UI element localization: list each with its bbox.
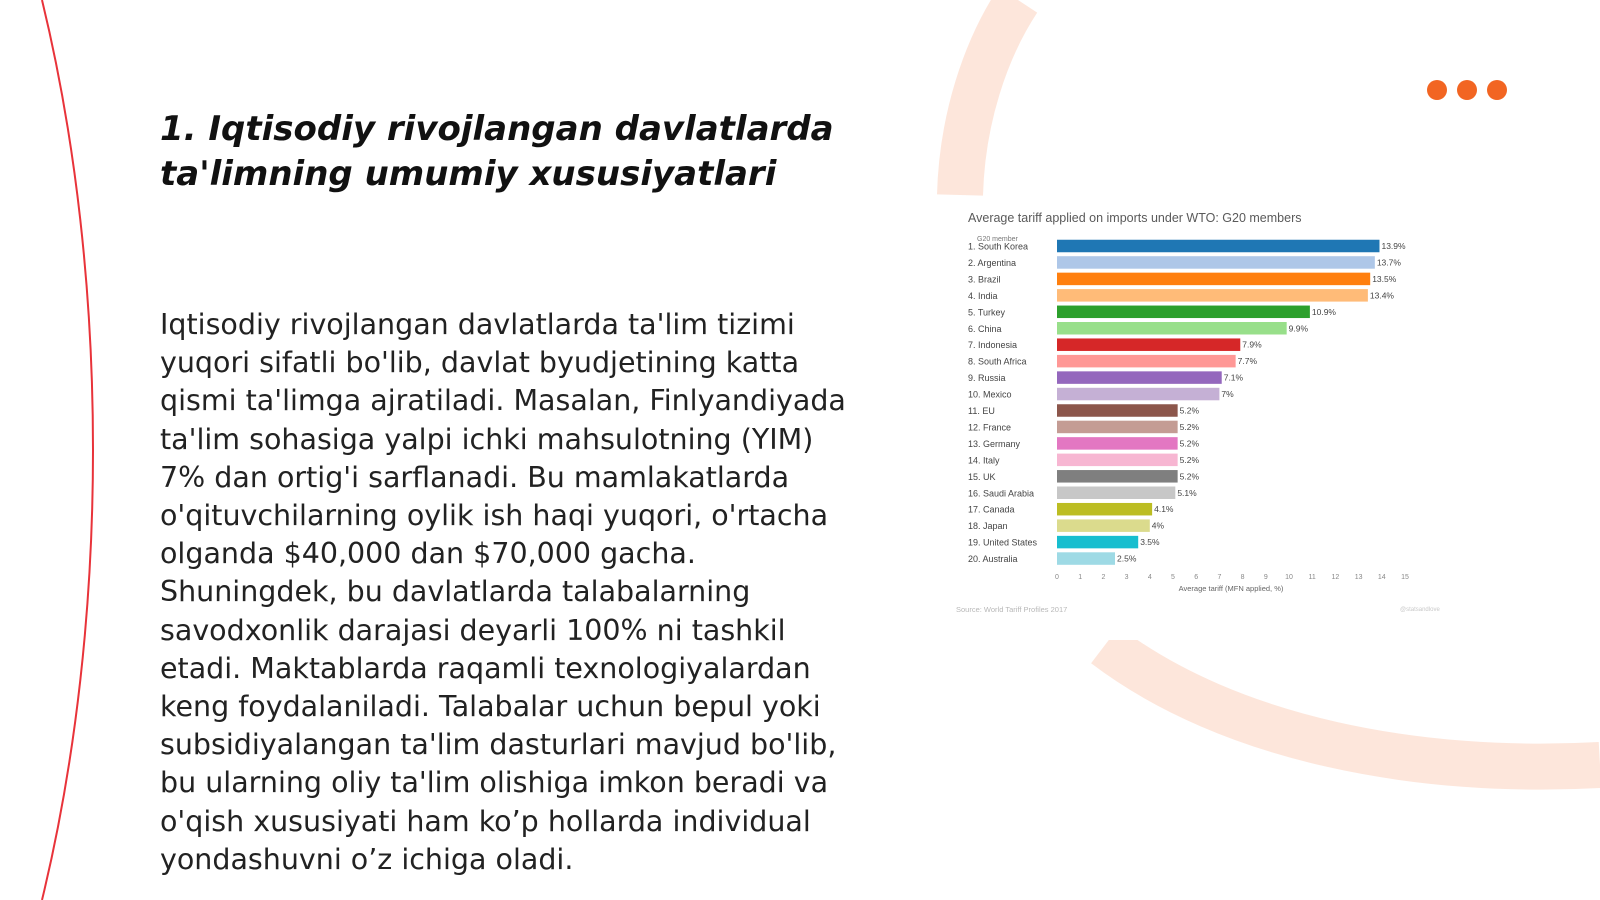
- x-tick-label: 5: [1171, 574, 1175, 581]
- category-label: 1. South Korea: [968, 241, 1029, 252]
- data-label: 2.5%: [1117, 553, 1137, 564]
- bar: [1057, 519, 1150, 532]
- bar: [1057, 470, 1178, 483]
- data-label: 9.9%: [1288, 323, 1309, 334]
- data-label: 7.7%: [1237, 356, 1258, 367]
- bar: [1057, 437, 1178, 450]
- category-label: 2. Argentina: [968, 257, 1017, 268]
- x-tick-label: 13: [1354, 574, 1363, 581]
- chart-image: [944, 200, 1464, 640]
- x-tick-label: 12: [1331, 574, 1340, 581]
- category-label: 15. UK: [968, 471, 996, 482]
- x-tick-label: 2: [1101, 574, 1106, 581]
- data-label: 4%: [1151, 520, 1165, 531]
- data-label: 13.5%: [1372, 273, 1397, 284]
- data-label: 5.1%: [1177, 487, 1197, 498]
- x-tick-label: 6: [1194, 574, 1199, 581]
- category-label: 4. India: [968, 290, 998, 301]
- dot-icon: [1457, 80, 1477, 100]
- category-label: 3. Brazil: [968, 274, 1001, 285]
- data-label: 10.9%: [1311, 306, 1336, 317]
- data-label: 5.2%: [1179, 438, 1200, 449]
- dot-icon: [1427, 80, 1447, 100]
- category-label: 10. Mexico: [968, 389, 1012, 400]
- category-label: 16. Saudi Arabia: [968, 488, 1035, 499]
- bar-chart: [944, 200, 1464, 640]
- category-label: 7. Indonesia: [968, 340, 1018, 351]
- category-label: 5. Turkey: [968, 307, 1006, 318]
- bar: [1057, 454, 1178, 467]
- x-tick-label: 7: [1217, 574, 1222, 581]
- data-label: 7.9%: [1242, 339, 1262, 350]
- data-label: 5.2%: [1179, 405, 1200, 416]
- x-tick-label: 1: [1078, 574, 1083, 581]
- x-tick-label: 4: [1147, 574, 1152, 581]
- category-label: 14. Italy: [968, 455, 1000, 466]
- x-tick-label: 8: [1240, 574, 1245, 581]
- category-label: 19. United States: [968, 537, 1038, 548]
- data-label: 13.4%: [1369, 290, 1394, 301]
- chart-source: Source: World Tariff Profiles 2017: [956, 605, 1068, 614]
- data-label: 7.1%: [1223, 372, 1244, 383]
- bar: [1057, 503, 1152, 516]
- dot-icon: [1487, 80, 1507, 100]
- category-label: 8. South Africa: [968, 356, 1027, 367]
- decorative-dots: [1427, 80, 1507, 100]
- data-label: 5.2%: [1179, 471, 1200, 482]
- x-tick-label: 14: [1377, 574, 1386, 581]
- bar: [1057, 487, 1175, 500]
- category-label: 20. Australia: [968, 554, 1018, 565]
- category-label: 17. Canada: [968, 504, 1015, 515]
- category-label: 13. Germany: [968, 438, 1021, 449]
- category-label: 11. EU: [968, 406, 995, 416]
- data-label: 5.2%: [1179, 421, 1200, 432]
- category-label: 12. France: [968, 422, 1012, 433]
- chart-credit: @statsandlove: [1400, 607, 1440, 613]
- orange-arc-bottom: [1105, 645, 1600, 767]
- bar: [1057, 552, 1115, 565]
- bar: [1057, 289, 1368, 302]
- red-curve-line: [42, 0, 93, 900]
- bar: [1057, 338, 1240, 351]
- chart-title: Average tariff applied on imports under WTO: G20 members: [968, 211, 1302, 225]
- category-header: G20 member: [977, 236, 1018, 243]
- bar: [1057, 240, 1379, 253]
- category-label: 6. China: [968, 323, 1002, 334]
- x-tick-label: 15: [1401, 574, 1409, 581]
- bar: [1057, 421, 1178, 434]
- data-label: 5.2%: [1179, 454, 1200, 465]
- data-label: 4.1%: [1154, 504, 1174, 515]
- x-tick-label: 3: [1124, 574, 1129, 581]
- category-label: 9. Russia: [968, 373, 1006, 384]
- slide-body-text: Iqtisodiy rivojlangan davlatlarda ta'lim tizimi yuqori sifatli bo'lib, davlat byudjetining katta qismi ta'limga ajratiladi. Masalan, Finlyandiyada ta'lim sohasiga yalpi ichki mahsulotning (YIM) 7% dan ortig'i sarflanadi. Bu mamlakatlarda o'qituvchilarning oylik ish haqi yuqori, o'rtacha olganda $40,000 dan $70,000 gacha. Shuningdek, bu davlatlarda talabalarning savodxonlik darajasi deyarli 100% ni tashkil etadi. Maktablarda raqamli texnologiyalardan keng foydalaniladi. Talabalar uchun bepul yoki subsidiyalangan ta'lim dasturlari mavjud bo'lib, bu ularning oliy ta'lim olishiga imkon beradi va o'qish xususiyati ham ko’p hollarda individual yondashuvni o’z ichiga oladi.: [160, 308, 846, 876]
- data-label: 13.9%: [1381, 241, 1406, 251]
- bar: [1057, 306, 1310, 319]
- data-label: 13.7%: [1376, 257, 1401, 268]
- x-tick-label: 11: [1308, 574, 1316, 581]
- bar: [1057, 273, 1370, 286]
- slide-title: 1. Iqtisodiy rivojlangan davlatlarda ta'limning umumiy xususiyatlari: [160, 109, 834, 194]
- bar: [1057, 536, 1138, 549]
- x-tick-label: 10: [1285, 574, 1293, 581]
- bar: [1057, 371, 1222, 384]
- bar: [1057, 256, 1375, 269]
- orange-arc-top: [960, 0, 1018, 195]
- bar: [1057, 322, 1287, 335]
- x-axis-label: Average tariff (MFN applied, %): [1178, 584, 1284, 593]
- bar: [1057, 404, 1178, 417]
- data-label: 7%: [1221, 389, 1234, 400]
- category-label: 18. Japan: [968, 521, 1008, 532]
- data-label: 3.5%: [1140, 537, 1160, 548]
- x-tick-label: 0: [1055, 574, 1059, 581]
- bar: [1057, 355, 1236, 368]
- bar: [1057, 388, 1219, 401]
- x-tick-label: 9: [1263, 574, 1268, 581]
